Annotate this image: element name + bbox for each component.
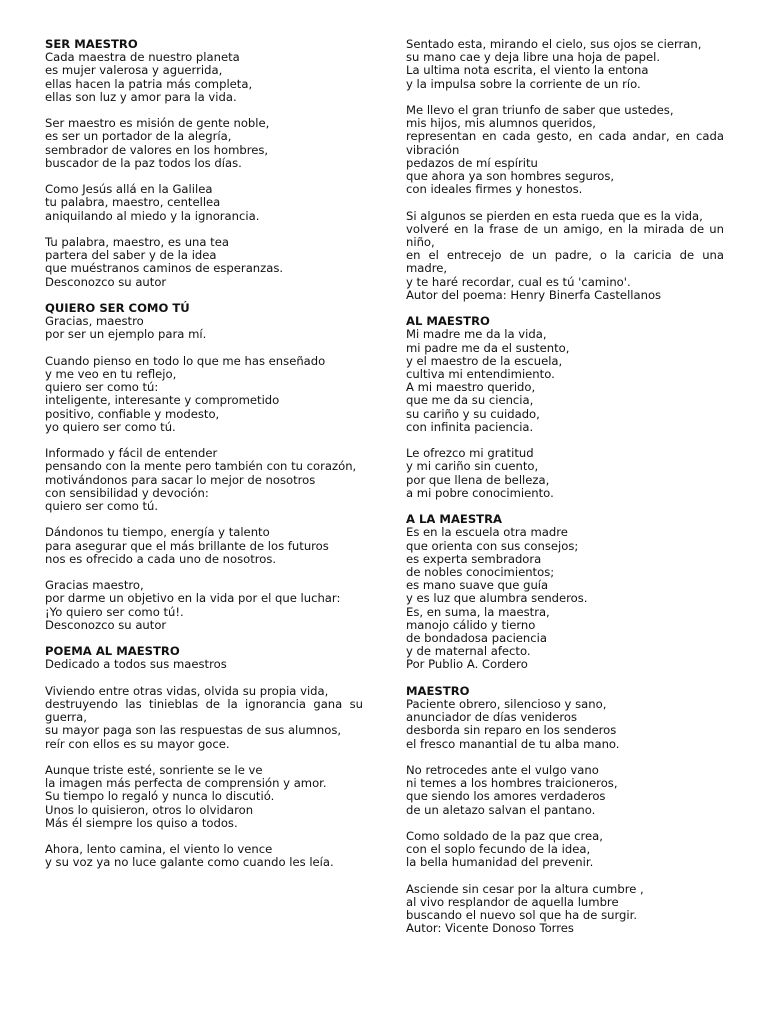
poem-line: con ideales firmes y honestos. bbox=[406, 182, 583, 197]
poem-line: ni temes a los hombres traicioneros, bbox=[406, 776, 618, 791]
poem-line: Si algunos se pierden en esta rueda que es la vida, bbox=[406, 208, 703, 223]
stanza bbox=[406, 764, 724, 817]
poem-line: el fresco manantial de tu alba mano. bbox=[406, 736, 620, 751]
poem-line: Más él siempre los quiso a todos. bbox=[45, 815, 238, 830]
left-column bbox=[45, 38, 363, 870]
stanza bbox=[406, 210, 724, 302]
poem-line: desborda sin reparo en los senderos bbox=[406, 723, 617, 738]
poem-line: su cariño y su cuidado, bbox=[406, 406, 540, 421]
poem-line: tu palabra, maestro, centellea bbox=[45, 195, 221, 210]
stanza bbox=[406, 526, 724, 671]
poem-line: Sentado esta, mirando el cielo, sus ojos se cierran, bbox=[406, 37, 702, 51]
stanza bbox=[406, 104, 724, 196]
poem-line: buscador de la paz todos los días. bbox=[45, 155, 242, 170]
poem-line: nos es ofrecido a cada uno de nosotros. bbox=[45, 551, 277, 566]
poem-line: Paciente obrero, silencioso y sano, bbox=[406, 697, 607, 712]
poem-line: quiero ser como tú: bbox=[45, 380, 159, 395]
poem-quiero-ser-como-tu bbox=[45, 302, 363, 632]
poem-poema-al-maestro bbox=[45, 645, 363, 869]
poem-line: de bondadosa paciencia bbox=[406, 631, 547, 646]
poem-line: por darme un objetivo en la vida por el que luchar: bbox=[45, 591, 341, 606]
poem-line: Es en la escuela otra madre bbox=[406, 525, 568, 540]
poem-line: es ser un portador de la alegría, bbox=[45, 129, 232, 144]
poem-line: pensando con la mente pero también con tu corazón, bbox=[45, 459, 357, 474]
poem-line: pedazos de mí espíritu bbox=[406, 155, 538, 170]
poem-line: y su voz ya no luce galante como cuando les leía. bbox=[45, 855, 334, 870]
poem-line: la imagen más perfecta de comprensión y amor. bbox=[45, 776, 327, 791]
poem-line: quiero ser como tú. bbox=[45, 499, 159, 514]
poem-line: Es, en suma, la maestra, bbox=[406, 604, 550, 619]
poem-line: a mi pobre conocimiento. bbox=[406, 485, 554, 500]
poem-line: en el entrecejo de un padre, o la caricia de una madre, bbox=[406, 248, 724, 276]
poem-title: MAESTRO bbox=[406, 683, 470, 698]
poem-continuation bbox=[406, 38, 724, 302]
poem-line: volveré en la frase de un amigo, en la mirada de un niño, bbox=[406, 221, 724, 250]
stanza bbox=[45, 685, 363, 751]
stanza bbox=[45, 526, 363, 566]
poem-line: Como soldado de la paz que crea, bbox=[406, 829, 603, 844]
poem-line: cultiva mi entendimiento. bbox=[406, 367, 555, 382]
poem-line: Dándonos tu tiempo, energía y talento bbox=[45, 525, 270, 540]
poem-line: Ser maestro es misión de gente noble, bbox=[45, 116, 270, 131]
poem-line: que me da su ciencia, bbox=[406, 393, 534, 408]
stanza bbox=[45, 117, 363, 170]
poem-a-la-maestra bbox=[406, 513, 724, 671]
poem-title: POEMA AL MAESTRO bbox=[45, 644, 180, 659]
poem-line: de un aletazo salvan el pantano. bbox=[406, 802, 596, 817]
poem-line: ellas son luz y amor para la vida. bbox=[45, 89, 237, 104]
poem-line: Cuando pienso en todo lo que me has enseñado bbox=[45, 353, 326, 368]
stanza bbox=[45, 315, 363, 341]
poem-line: buscando el nuevo sol que ha de surgir. bbox=[406, 908, 638, 923]
stanza bbox=[45, 658, 363, 671]
stanza bbox=[406, 38, 724, 91]
stanza bbox=[45, 764, 363, 830]
poem-line: Dedicado a todos sus maestros bbox=[45, 657, 227, 672]
poem-line: Gracias, maestro bbox=[45, 314, 144, 329]
stanza bbox=[45, 236, 363, 289]
poem-line: Aunque triste esté, sonriente se le ve bbox=[45, 763, 263, 777]
stanza bbox=[406, 328, 724, 434]
poem-separator bbox=[406, 672, 724, 685]
poem-line: ellas hacen la patria más completa, bbox=[45, 76, 253, 91]
poem-line: manojo cálido y tierno bbox=[406, 617, 536, 632]
poem-line: que ahora ya son hombres seguros, bbox=[406, 169, 615, 184]
stanza bbox=[45, 183, 363, 223]
stanza bbox=[406, 447, 724, 500]
poem-line: Autor del poema: Henry Binerfa Castellanos bbox=[406, 287, 662, 302]
poem-line: por que llena de belleza, bbox=[406, 472, 550, 487]
poem-line: y de maternal afecto. bbox=[406, 644, 531, 659]
poem-line: partera del saber y de la idea bbox=[45, 248, 217, 263]
poem-title: SER MAESTRO bbox=[45, 37, 138, 51]
poem-line: con el soplo fecundo de la idea, bbox=[406, 842, 591, 857]
stanza bbox=[45, 447, 363, 513]
poem-line: Viviendo entre otras vidas, olvida su propia vida, bbox=[45, 683, 329, 698]
poem-line: y es luz que alumbra senderos. bbox=[406, 591, 588, 606]
stanza bbox=[406, 830, 724, 870]
poem-line: que orienta con sus consejos; bbox=[406, 538, 579, 553]
poem-line: con infinita paciencia. bbox=[406, 419, 534, 434]
poem-line: y el maestro de la escuela, bbox=[406, 353, 563, 368]
poem-line: Asciende sin cesar por la altura cumbre , bbox=[406, 881, 644, 896]
poem-line: por ser un ejemplo para mí. bbox=[45, 327, 207, 342]
poem-ser-maestro bbox=[45, 38, 363, 289]
poem-maestro bbox=[406, 685, 724, 936]
poem-line: Como Jesús allá en la Galilea bbox=[45, 182, 213, 197]
poem-line: su mayor paga son las respuestas de sus alumnos, bbox=[45, 723, 342, 738]
poem-line: aniquilando al miedo y la ignorancia. bbox=[45, 208, 260, 223]
poem-line: Tu palabra, maestro, es una tea bbox=[45, 235, 229, 249]
poem-line: A mi maestro querido, bbox=[406, 380, 536, 395]
poem-line: Su tiempo lo regaló y nunca lo discutió. bbox=[45, 789, 275, 804]
poem-line: Mi madre me da la vida, bbox=[406, 327, 547, 342]
poem-line: es experta sembradora bbox=[406, 551, 542, 566]
poem-title: A LA MAESTRA bbox=[406, 512, 502, 527]
stanza bbox=[45, 355, 363, 434]
poem-title: QUIERO SER COMO TÚ bbox=[45, 301, 190, 315]
poem-line: de nobles conocimientos; bbox=[406, 565, 555, 580]
poem-line: anunciador de días venideros bbox=[406, 710, 578, 725]
poem-line: y te haré recordar, cual es tú 'camino'. bbox=[406, 274, 631, 289]
poem-line: Me llevo el gran triunfo de saber que ustedes, bbox=[406, 103, 674, 117]
poem-line: Desconozco su autor bbox=[45, 617, 167, 632]
poem-line: Le ofrezco mi gratitud bbox=[406, 446, 534, 461]
poem-line: al vivo resplandor de aquella lumbre bbox=[406, 895, 619, 910]
poem-line: es mujer valerosa y aguerrida, bbox=[45, 63, 223, 78]
stanza bbox=[45, 579, 363, 632]
poem-line: Por Publio A. Cordero bbox=[406, 657, 528, 672]
poem-line: Autor: Vicente Donoso Torres bbox=[406, 921, 574, 936]
poem-line: para asegurar que el más brillante de los futuros bbox=[45, 538, 329, 553]
poem-line: es mano suave que guía bbox=[406, 578, 549, 593]
poem-line: motivándonos para sacar lo mejor de nosotros bbox=[45, 472, 316, 487]
stanza bbox=[406, 883, 724, 936]
poem-line: yo quiero ser como tú. bbox=[45, 419, 176, 434]
poem-line: Cada maestra de nuestro planeta bbox=[45, 50, 240, 65]
poem-line: positivo, confiable y modesto, bbox=[45, 406, 220, 421]
poem-line: inteligente, interesante y comprometido bbox=[45, 393, 280, 408]
stanza bbox=[45, 51, 363, 104]
poem-line: y la impulsa sobre la corriente de un río. bbox=[406, 76, 641, 91]
poem-line: que siendo los amores verdaderos bbox=[406, 789, 606, 804]
right-column bbox=[406, 38, 724, 936]
poem-line: ¡Yo quiero ser como tú!. bbox=[45, 604, 184, 619]
poem-line: su mano cae y deja libre una hoja de papel. bbox=[406, 50, 661, 65]
poem-line: con sensibilidad y devoción: bbox=[45, 485, 209, 500]
poem-line: La ultima nota escrita, el viento la entona bbox=[406, 63, 649, 78]
stanza bbox=[406, 698, 724, 751]
poem-line: mis hijos, mis alumnos queridos, bbox=[406, 116, 596, 131]
poem-line: Unos lo quisieron, otros lo olvidaron bbox=[45, 802, 254, 817]
poem-line: que muéstranos caminos de esperanzas. bbox=[45, 261, 284, 276]
poem-line: reír con ellos es su mayor goce. bbox=[45, 736, 230, 751]
poem-al-maestro bbox=[406, 315, 724, 500]
poem-line: y me veo en tu reflejo, bbox=[45, 367, 177, 381]
poem-line: y mi cariño sin cuento, bbox=[406, 459, 539, 474]
poem-line: representan en cada gesto, en cada andar, en cada vibración bbox=[406, 129, 724, 157]
poem-line: No retrocedes ante el vulgo vano bbox=[406, 763, 599, 778]
poem-line: mi padre me da el sustento, bbox=[406, 340, 570, 355]
stanza bbox=[45, 843, 363, 869]
poem-title: AL MAESTRO bbox=[406, 314, 490, 329]
poem-line: la bella humanidad del prevenir. bbox=[406, 855, 594, 870]
poem-line: destruyendo las tinieblas de la ignorancia gana su guerra, bbox=[45, 697, 363, 725]
poem-line: Informado y fácil de entender bbox=[45, 446, 218, 461]
poem-line: Ahora, lento camina, el viento lo vence bbox=[45, 842, 273, 857]
poem-line: Gracias maestro, bbox=[45, 578, 144, 593]
poem-line: Desconozco su autor bbox=[45, 274, 167, 289]
poem-line: sembrador de valores en los hombres, bbox=[45, 142, 269, 157]
